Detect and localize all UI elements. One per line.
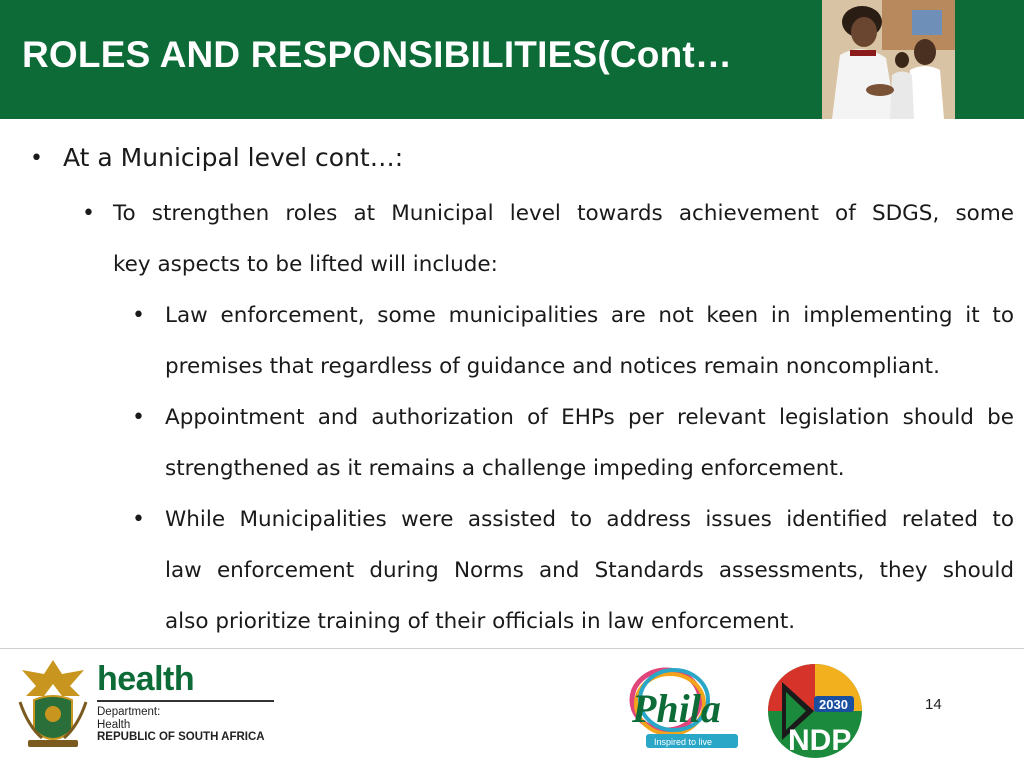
dept-line3: REPUBLIC OF SOUTH AFRICA	[97, 731, 265, 743]
dept-line1: Department:	[97, 706, 161, 718]
phila-text: Phila	[632, 686, 721, 731]
item2-line2: strengthened as it remains a challenge impeding enforcement.	[165, 456, 845, 481]
department-text	[97, 706, 265, 744]
health-rule	[97, 700, 274, 702]
bullet-icon: •	[132, 303, 145, 328]
item2-paragraph	[165, 392, 1014, 494]
level2-line1: To strengthen roles at Municipal level towards achievement of SDGS, some	[113, 201, 1014, 226]
coat-of-arms-icon	[14, 656, 92, 752]
ndp-text: NDP	[788, 724, 852, 757]
phila-logo-icon	[626, 664, 744, 754]
slide-title: ROLES AND RESPONSIBILITIES(Cont…	[22, 34, 733, 75]
header-bar	[0, 0, 1024, 119]
ndp-year: 2030	[819, 697, 848, 712]
level1-text: At a Municipal level cont…:	[63, 143, 404, 172]
item1-paragraph	[165, 290, 1014, 392]
item2-line1: Appointment and authorization of EHPs per relevant legislation should be	[165, 405, 1014, 430]
item1-line2: premises that regardless of guidance and notices remain noncompliant.	[165, 354, 940, 379]
health-wordmark: health	[97, 660, 195, 698]
bullet-icon: •	[82, 201, 95, 226]
dept-line2: Health	[97, 718, 131, 731]
bullet-icon: •	[30, 146, 43, 171]
item1-line1: Law enforcement, some municipalities are not keen in implementing it to	[165, 303, 1014, 328]
page-number: 14	[925, 696, 942, 713]
bullet-icon: •	[132, 507, 145, 532]
footer-divider	[0, 648, 1024, 649]
bullet-icon: •	[132, 405, 145, 430]
item3-paragraph	[165, 494, 1014, 647]
header-photo	[822, 0, 955, 119]
level2-paragraph	[113, 188, 1014, 290]
item3-line2: law enforcement during Norms and Standards assessments, they should	[165, 558, 1014, 583]
phila-tagline: Inspired to live	[654, 737, 713, 747]
item3-line1: While Municipalities were assisted to address issues identified related to	[165, 507, 1014, 532]
ndp-2030-logo-icon	[764, 662, 866, 760]
level2-line2: key aspects to be lifted will include:	[113, 252, 498, 277]
nurse-child-photo-image	[822, 0, 955, 119]
item3-line3: also prioritize training of their officials in law enforcement.	[165, 609, 796, 634]
